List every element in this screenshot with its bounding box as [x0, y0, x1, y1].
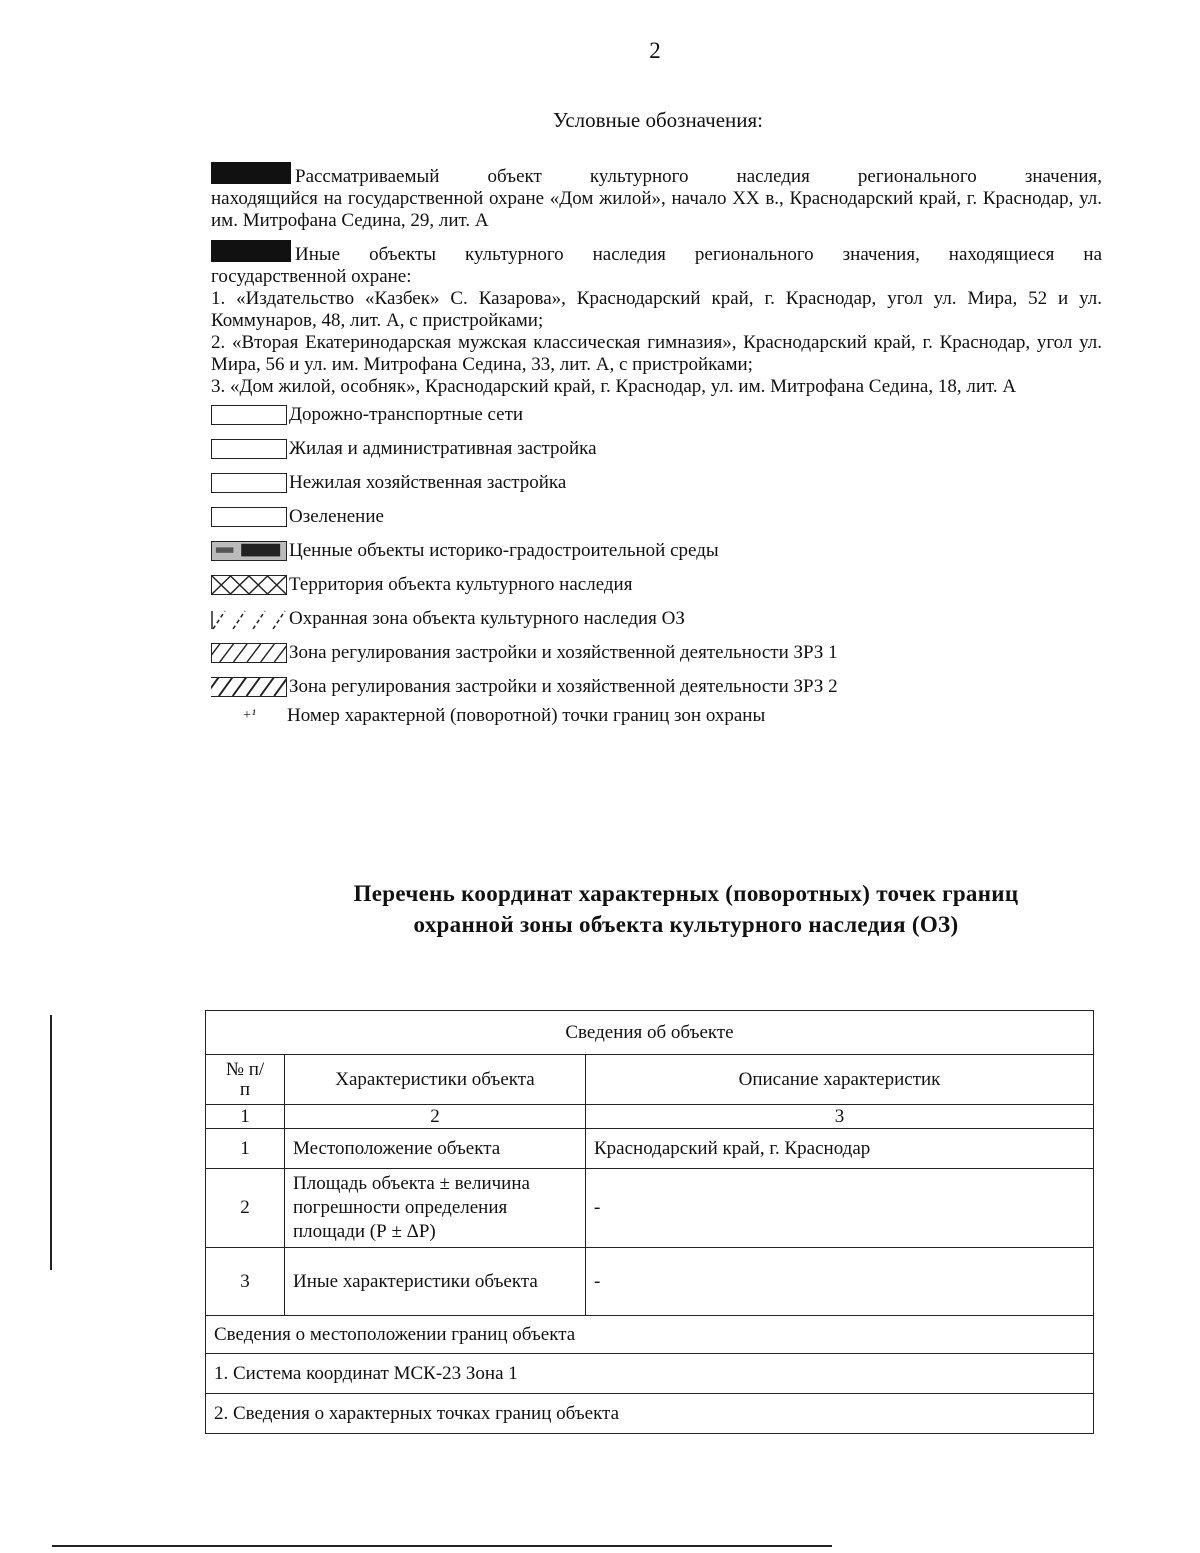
valuable-objects-swatch-icon	[211, 541, 287, 561]
table-row: 1 Местоположение объекта Краснодарский край, г. Краснодар	[206, 1129, 1094, 1169]
col-index: 1	[206, 1105, 285, 1129]
legend-subitem-3: 3. «Дом жилой, особняк», Краснодарский край, г. Краснодар, ул. им. Митрофана Седина, 18, лит. А	[211, 376, 1017, 397]
black-swatch-icon	[211, 240, 291, 262]
section-heading: Перечень координат характерных (поворотных) точек границ охранной зоны объекта культурного наследия (ОЗ)	[353, 881, 1019, 937]
roads-swatch-icon	[211, 405, 287, 425]
legend-item-other-objects: Иные объекты культурного наследия регионального значения, находящиеся на	[211, 240, 1102, 266]
coord-system: 1. Система координат МСК-23 Зона 1	[206, 1354, 1094, 1394]
residential-swatch-icon	[211, 439, 287, 459]
legend-item-zrz2: Зона регулирования застройки и хозяйственной деятельности ЗРЗ 2	[211, 670, 1102, 704]
diagonal-hatch-swatch-icon	[211, 643, 287, 663]
page-number: 2	[649, 38, 661, 63]
location-header: Сведения о местоположении границ объекта	[206, 1316, 1094, 1354]
legend-item-roads: Дорожно-транспортные сети	[211, 398, 1102, 432]
points-header: 2. Сведения о характерных точках границ объекта	[206, 1394, 1094, 1434]
legend-item-residential: Жилая и административная застройка	[211, 432, 1102, 466]
legend-subitem-1: 1. «Издательство «Казбек» С. Казарова», Краснодарский край, г. Краснодар, угол ул. Мира, 52 и ул. Коммунаров, 48, лит. А, с пристройками;	[211, 288, 1102, 331]
legend-item-other-objects-cont: государственной охране:	[211, 266, 412, 287]
legend-item-nonresidential: Нежилая хозяйственная застройка	[211, 466, 1102, 500]
col-index: 2	[285, 1105, 586, 1129]
dashed-hatch-swatch-icon	[211, 609, 287, 629]
legend-item-territory: Территория объекта культурного наследия	[211, 568, 1102, 602]
diagonal-hatch-swatch-icon	[211, 677, 287, 697]
table-title: Сведения об объекте	[206, 1011, 1094, 1055]
point-marker-icon: +¹	[242, 708, 256, 723]
legend	[211, 162, 1102, 728]
legend-title: Условные обозначения:	[552, 108, 764, 132]
legend-subitem-2: 2. «Вторая Екатеринодарская мужская классическая гимназия», Краснодарский край, г. Краснодар, угол ул. Мира, 56 и ул. им. Митрофана Седина, 33, лит. А, с пристройками;	[211, 332, 1102, 375]
margin-line	[50, 1015, 52, 1270]
legend-item-greenery: Озеленение	[211, 500, 1102, 534]
legend-item-point: +¹ Номер характерной (поворотной) точки границ зон охраны	[211, 704, 1102, 728]
crosshatch-swatch-icon	[211, 575, 287, 595]
bottom-rule	[52, 1545, 832, 1547]
col-index: 3	[586, 1105, 1094, 1129]
col-header-desc: Описание характеристик	[586, 1055, 1094, 1105]
legend-item-zrz1: Зона регулирования застройки и хозяйственной деятельности ЗРЗ 1	[211, 636, 1102, 670]
legend-item-valuable: Ценные объекты историко-градостроительной среды	[211, 534, 1102, 568]
nonresidential-swatch-icon	[211, 473, 287, 493]
table-row: 3 Иные характеристики объекта -	[206, 1248, 1094, 1316]
object-info-table	[205, 1010, 1094, 1434]
greenery-swatch-icon	[211, 507, 287, 527]
table-row: 2 Площадь объекта ± величина погрешности определения площади (Р ± ΔР) -	[206, 1169, 1094, 1248]
legend-item-subject-object: Рассматриваемый объект культурного наследия регионального значения,	[211, 162, 1102, 188]
black-swatch-icon	[211, 162, 291, 184]
col-header-no: № п/п	[206, 1055, 285, 1105]
legend-item-subject-object-cont: находящийся на государственной охране «Дом жилой», начало XX в., Краснодарский край, г. Краснодар, ул. им. Митрофана Седина, 29, лит. А	[211, 188, 1102, 231]
legend-item-protection-zone: Охранная зона объекта культурного наследия ОЗ	[211, 602, 1102, 636]
col-header-char: Характеристики объекта	[285, 1055, 586, 1105]
